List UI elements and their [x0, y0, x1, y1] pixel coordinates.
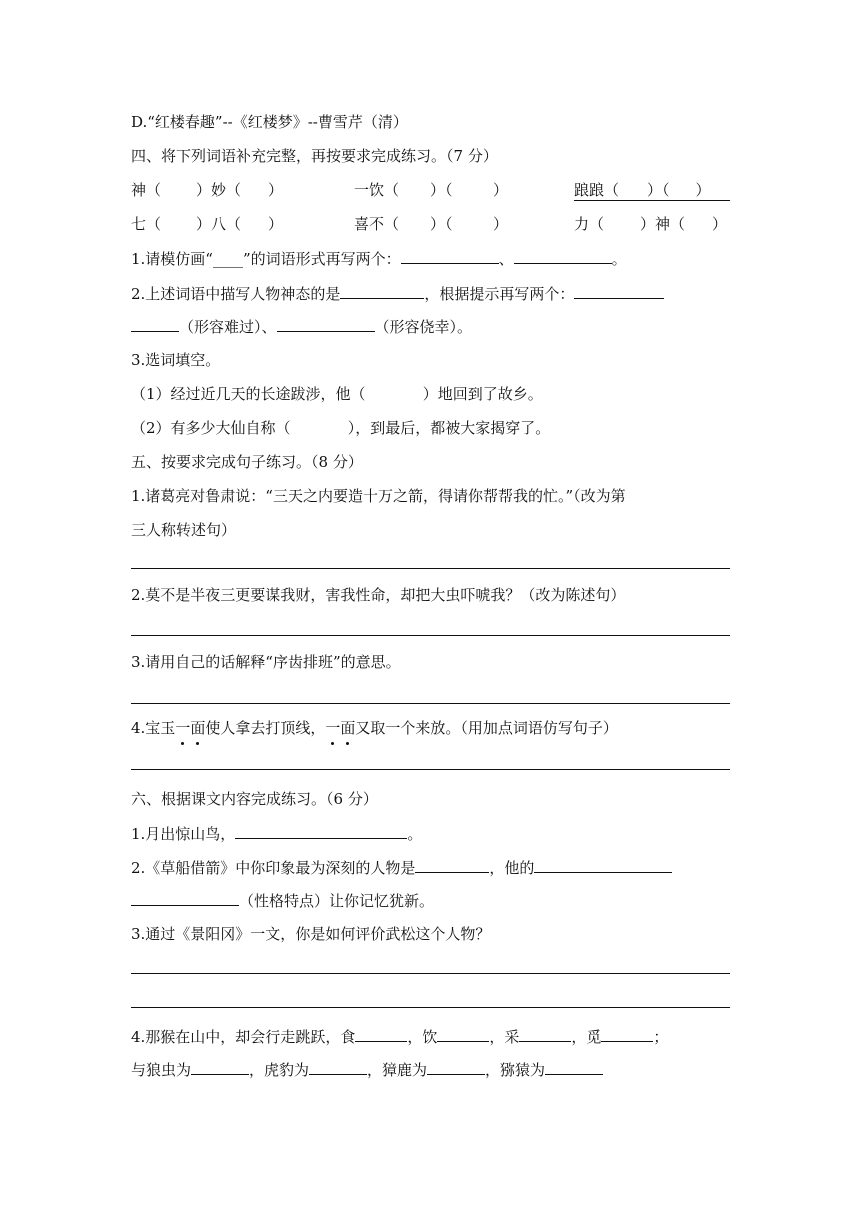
hint-text: （形容侥幸）。	[374, 318, 473, 336]
hint-text: （性格特点）让你记忆犹新。	[239, 892, 435, 910]
separator: 、	[498, 250, 514, 268]
option-d: D.“红楼春趣”--《红楼梦》--曹雪芹（清）	[131, 113, 408, 131]
question-6-3: 3.通过《景阳冈》一文，你是如何评价武松这个人物？	[131, 925, 491, 943]
question-6-2	[131, 857, 672, 878]
hint-text: （形容难过）、	[179, 318, 277, 336]
question-5-2: 2.莫不是半夜三更要谋我财，害我性命，却把大虫吓唬我？（改为陈述句）	[131, 586, 626, 604]
question-text: 使人拿去打顶线，	[205, 719, 326, 737]
question-6-4	[131, 1026, 668, 1047]
grid-cell: ）八（	[196, 215, 242, 233]
question-5-1: 1.诸葛亮对鲁肃说：“三天之内要造十万之箭，得请你帮帮我的忙。”（改为第	[131, 487, 626, 505]
answer-blank[interactable]	[574, 283, 664, 299]
grid-cell: ）	[268, 215, 284, 233]
question-text: 4.宝玉	[131, 719, 176, 737]
question-text: 2.上述词语中描写人物神态的是	[131, 285, 341, 303]
question-6-4-cont	[131, 1059, 603, 1080]
answer-blank[interactable]	[545, 1059, 603, 1075]
section-6-heading: 六、根据课文内容完成练习。（6 分）	[131, 790, 378, 808]
grid-cell: ）	[493, 181, 509, 199]
grid-cell: ）	[268, 181, 284, 199]
section-5-heading: 五、按要求完成句子练习。（8 分）	[131, 453, 363, 471]
question-5-4	[131, 718, 618, 738]
question-text: 4.那猴在山中，却会行走跳跃，食	[131, 1028, 356, 1046]
answer-blank[interactable]	[514, 248, 612, 264]
question-text: ，饮	[407, 1028, 438, 1046]
question-4-2	[131, 283, 664, 304]
question-4-2-cont	[131, 316, 472, 337]
answer-line[interactable]	[131, 568, 730, 569]
question-text: ，獐鹿为	[367, 1061, 428, 1079]
dotted-char: 面	[190, 719, 206, 737]
period: 。	[611, 250, 627, 268]
dotted-char: 一	[325, 719, 341, 737]
answer-blank[interactable]	[309, 1059, 367, 1075]
question-6-1	[131, 823, 422, 844]
answer-line[interactable]	[131, 973, 730, 974]
question-4-3-1: （1）经过近几天的长途跋涉，他（ ）地回到了故乡。	[131, 385, 543, 403]
question-4-3-2: （2）有多少大仙自称（ ），到最后，都被大家揭穿了。	[131, 419, 551, 437]
question-text: ，根据提示再写两个：	[424, 285, 575, 303]
grid-cell: ）（	[430, 215, 453, 233]
question-4-3: 3.选词填空。	[131, 351, 221, 369]
answer-blank[interactable]	[131, 316, 179, 332]
answer-blank[interactable]	[191, 1059, 249, 1075]
answer-blank[interactable]	[601, 1026, 653, 1042]
period: 。	[407, 825, 423, 843]
question-text: ，虎豹为	[249, 1061, 310, 1079]
answer-blank[interactable]	[340, 283, 424, 299]
dotted-char: 面	[340, 719, 356, 737]
question-text: 1.请模仿画“____”的词语形式再写两个：	[131, 250, 401, 268]
grid-cell: 七（	[131, 215, 162, 233]
grid-cell-underlined	[574, 180, 730, 201]
grid-cell: 一饮（	[354, 181, 400, 199]
grid-cell: ）	[695, 181, 711, 199]
answer-blank[interactable]	[277, 316, 375, 332]
question-text: ，采	[489, 1028, 520, 1046]
question-text: ，觅	[571, 1028, 602, 1046]
grid-cell: 踉踉（	[574, 181, 620, 199]
question-4-1	[131, 248, 627, 269]
answer-blank[interactable]	[437, 1026, 489, 1042]
question-5-3: 3.请用自己的话解释“序齿排班”的意思。	[131, 653, 401, 671]
grid-cell: ）（	[430, 181, 453, 199]
grid-cell: 力（	[574, 215, 605, 233]
question-text: 2.《草船借箭》中你印象最为深刻的人物是	[131, 859, 416, 877]
answer-blank[interactable]	[235, 823, 407, 839]
dotted-char: 一	[175, 719, 191, 737]
answer-line[interactable]	[131, 1007, 730, 1008]
section-4-heading: 四、将下列词语补充完整，再按要求完成练习。（7 分）	[131, 147, 498, 165]
grid-cell: ）（	[647, 181, 670, 199]
grid-cell: 喜不（	[354, 215, 400, 233]
question-6-2-cont	[131, 890, 434, 911]
answer-line[interactable]	[131, 769, 730, 770]
grid-cell: 神（	[131, 181, 162, 199]
answer-blank[interactable]	[519, 1026, 571, 1042]
answer-line[interactable]	[131, 635, 730, 636]
answer-blank[interactable]	[401, 248, 499, 264]
grid-cell: ）	[493, 215, 509, 233]
answer-blank[interactable]	[427, 1059, 485, 1075]
question-text: 又取一个来放。（用加点词语仿写句子）	[355, 719, 618, 737]
question-text: 与狼虫为	[131, 1061, 192, 1079]
grid-cell: ）	[712, 215, 728, 233]
answer-blank[interactable]	[131, 890, 239, 906]
question-text: ，他的	[489, 859, 535, 877]
question-text: ，猕猿为	[485, 1061, 546, 1079]
question-text: 1.月出惊山鸟，	[131, 825, 236, 843]
grid-cell: ）神（	[640, 215, 686, 233]
answer-blank[interactable]	[355, 1026, 407, 1042]
question-5-1-cont: 三人称转述句）	[131, 521, 237, 539]
answer-line[interactable]	[131, 703, 730, 704]
answer-blank[interactable]	[415, 857, 489, 873]
grid-cell: ）妙（	[196, 181, 242, 199]
question-text: ；	[653, 1028, 669, 1046]
answer-blank[interactable]	[534, 857, 672, 873]
